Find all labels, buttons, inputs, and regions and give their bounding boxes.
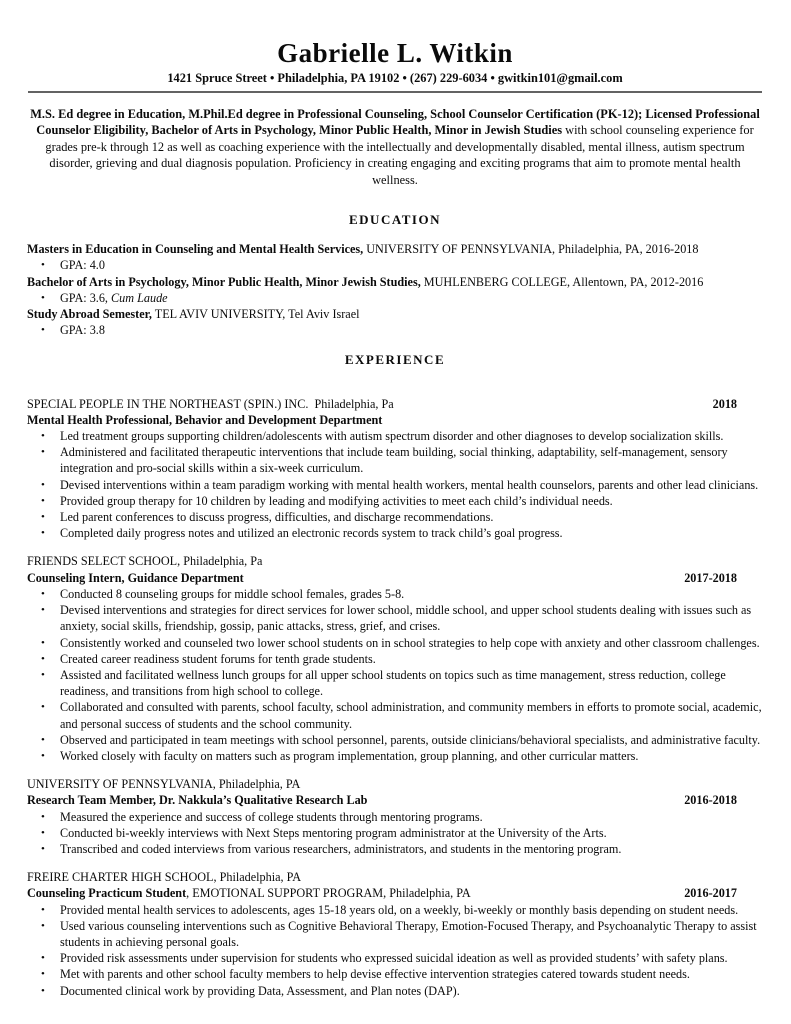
summary-description: with school counseling experience for grades pre-k through 12 as well as coaching experience with the intellectually and developmentally disabled, mental illness, autism spectrum disorder, grieving and dual diagnosis population. Proficiency in creating engaging and exciting programs that aim to promote mental health wellness. xyxy=(45,123,754,187)
school-name: UNIVERSITY OF PENNSYLVANIA, Philadelphia, PA, 2016-2018 xyxy=(363,242,699,257)
bullet-item: • Consistently worked and counseled two lower school students on in school strategies to help cope with anxiety and other classroom challenges. xyxy=(27,635,763,651)
bullet-item: • Devised interventions and strategies for direct services for lower school, middle school, and upper school students dealing with issues such as anxiety, social skills, friendship, gossip, panic attacks, stress, grief, and crises. xyxy=(27,602,763,634)
company-name: SPECIAL PEOPLE IN THE NORTHEAST (SPIN.) INC. Philadelphia, Pa xyxy=(27,396,394,411)
bullet-item: • Completed daily progress notes and utilized an electronic records system to track child’s goal progress. xyxy=(27,525,763,541)
job-title: Counseling Practicum Student xyxy=(27,886,187,901)
job-bullet-list xyxy=(27,586,763,764)
bullet-item: • Observed and participated in team meetings with school personnel, parents, outside clinicians/behavioral specialists, and administrative faculty. xyxy=(27,732,763,748)
degree-title: Bachelor of Arts in Psychology, Minor Public Health, Minor Jewish Studies, xyxy=(27,274,421,289)
gpa-list xyxy=(27,322,763,338)
company-name: UNIVERSITY OF PENNSYLVANIA, Philadelphia, PA xyxy=(27,777,301,792)
degree-title: Masters in Education in Counseling and Mental Health Services, xyxy=(27,242,364,257)
summary-paragraph xyxy=(27,106,763,188)
job-title-detail: , EMOTIONAL SUPPORT PROGRAM, Philadelphia, PA xyxy=(186,886,471,901)
bullet-item: • Conducted 8 counseling groups for middle school females, grades 5-8. xyxy=(27,586,763,602)
job-bullet-list xyxy=(27,809,763,858)
job-role-line xyxy=(27,412,763,428)
job-role-line xyxy=(27,570,763,586)
bullet-item: • Provided group therapy for 10 children by leading and modifying activities to meet each child’s individual needs. xyxy=(27,493,763,509)
bullet-item: • Collaborated and consulted with parents, school faculty, school administration, and community members in efforts to promote social, academic, and personal success of students and the school community. xyxy=(27,699,763,731)
gpa-list xyxy=(27,257,763,273)
school-name: MUHLENBERG COLLEGE, Allentown, PA, 2012-2016 xyxy=(420,274,704,289)
job-title: Counseling Intern, Guidance Department xyxy=(27,570,244,585)
school-name: TEL AVIV UNIVERSITY, Tel Aviv Israel xyxy=(151,307,360,322)
bullet-item: • Created career readiness student forums for tenth grade students. xyxy=(27,651,763,667)
gpa-item xyxy=(27,322,763,338)
gpa-value: GPA: 3.8 xyxy=(60,323,105,338)
gpa-honors: Cum Laude xyxy=(111,290,168,305)
education-heading: EDUCATION xyxy=(349,212,441,228)
job-bullet-list xyxy=(27,428,763,541)
bullet-item: • Transcribed and coded interviews from various researchers, administrators, and students in the mentoring program. xyxy=(27,841,763,857)
gpa-item xyxy=(27,290,763,306)
bullet-item: • Administered and facilitated therapeutic interventions that include team building, social thinking, adaptability, self-management, sensory integration and pro-social skills within a six-week curriculum. xyxy=(27,444,763,476)
experience-heading: EXPERIENCE xyxy=(344,352,446,368)
company-name: FREIRE CHARTER HIGH SCHOOL, Philadelphia, PA xyxy=(27,870,302,885)
gpa-item xyxy=(27,257,763,273)
degree-title: Study Abroad Semester, xyxy=(27,307,152,322)
gpa-value: GPA: 4.0 xyxy=(60,258,105,273)
resume-header xyxy=(27,38,763,93)
contact-line: 1421 Spruce Street • Philadelphia, PA 19102 • (267) 229-6034 • gwitkin101@gmail.com xyxy=(167,71,623,85)
header-divider xyxy=(28,91,762,93)
education-section xyxy=(27,241,763,338)
bullet-item: • Provided mental health services to adolescents, ages 15-18 years old, on a weekly, bi-weekly or monthly basis depending on student needs. xyxy=(27,902,763,918)
candidate-name: Gabrielle L. Witkin xyxy=(277,38,513,68)
job-role-line xyxy=(27,885,763,901)
bullet-item: • Led treatment groups supporting children/adolescents with autism spectrum disorder and other diagnoses to develop socialization skills. xyxy=(27,428,763,444)
education-entry xyxy=(27,241,763,257)
bullet-item: • Assisted and facilitated wellness lunch groups for all upper school students on topics such as time management, stress reduction, college readiness, and transitions from high school to college. xyxy=(27,667,763,699)
education-entry xyxy=(27,274,763,290)
job-date: 2016-2017 xyxy=(684,886,737,901)
company-name: FRIENDS SELECT SCHOOL, Philadelphia, Pa xyxy=(27,554,263,569)
bullet-item: • Led parent conferences to discuss progress, difficulties, and discharge recommendations. xyxy=(27,509,763,525)
job-entry-freire xyxy=(27,869,763,999)
bullet-item: • Conducted bi-weekly interviews with Next Steps mentoring program administrator at the University of the Arts. xyxy=(27,825,763,841)
experience-section xyxy=(27,396,763,999)
job-bullet-list xyxy=(27,902,763,999)
bullet-item: • Devised interventions within a team paradigm working with mental health workers, mental health counselors, parents and other lead clinicians. xyxy=(27,477,763,493)
education-entry xyxy=(27,306,763,322)
job-date: 2016-2018 xyxy=(684,793,737,808)
job-date: 2017-2018 xyxy=(684,570,737,585)
job-title: Research Team Member, Dr. Nakkula’s Qualitative Research Lab xyxy=(27,793,368,808)
job-entry-friends-select xyxy=(27,553,763,764)
bullet-item: • Documented clinical work by providing Data, Assessment, and Plan notes (DAP). xyxy=(27,983,763,999)
job-entry-upenn xyxy=(27,776,763,857)
bullet-item: • Met with parents and other school faculty members to help devise effective intervention strategies catered towards student needs. xyxy=(27,966,763,982)
bullet-item: • Worked closely with faculty on matters such as program implementation, group planning, and other curricular matters. xyxy=(27,748,763,764)
job-header-line xyxy=(27,396,763,412)
job-entry-spin xyxy=(27,396,763,542)
job-date: 2018 xyxy=(712,396,737,411)
job-title: Mental Health Professional, Behavior and Development Department xyxy=(27,412,383,427)
summary-credentials: M.S. Ed degree in Education, M.Phil.Ed degree in Professional Counseling, School Counselor Certification (PK-12); Licensed Professional Counselor Eligibility, Bachelor of Arts in Psychology, Minor Public Health, Minor in Jewish Studies xyxy=(30,107,760,138)
gpa-list xyxy=(27,290,763,306)
bullet-item: • Provided risk assessments under supervision for students who expressed suicidal ideation as well as provided students’ with safety plans. xyxy=(27,950,763,966)
gpa-value: GPA: 3.6, xyxy=(60,290,112,305)
job-role-line xyxy=(27,792,763,808)
bullet-item: • Used various counseling interventions such as Cognitive Behavioral Therapy, Emotion-Focused Therapy, and Psychoanalytic Therapy to assist students in achieving personal goals. xyxy=(27,918,763,950)
bullet-item: • Measured the experience and success of college students through mentoring programs. xyxy=(27,809,763,825)
